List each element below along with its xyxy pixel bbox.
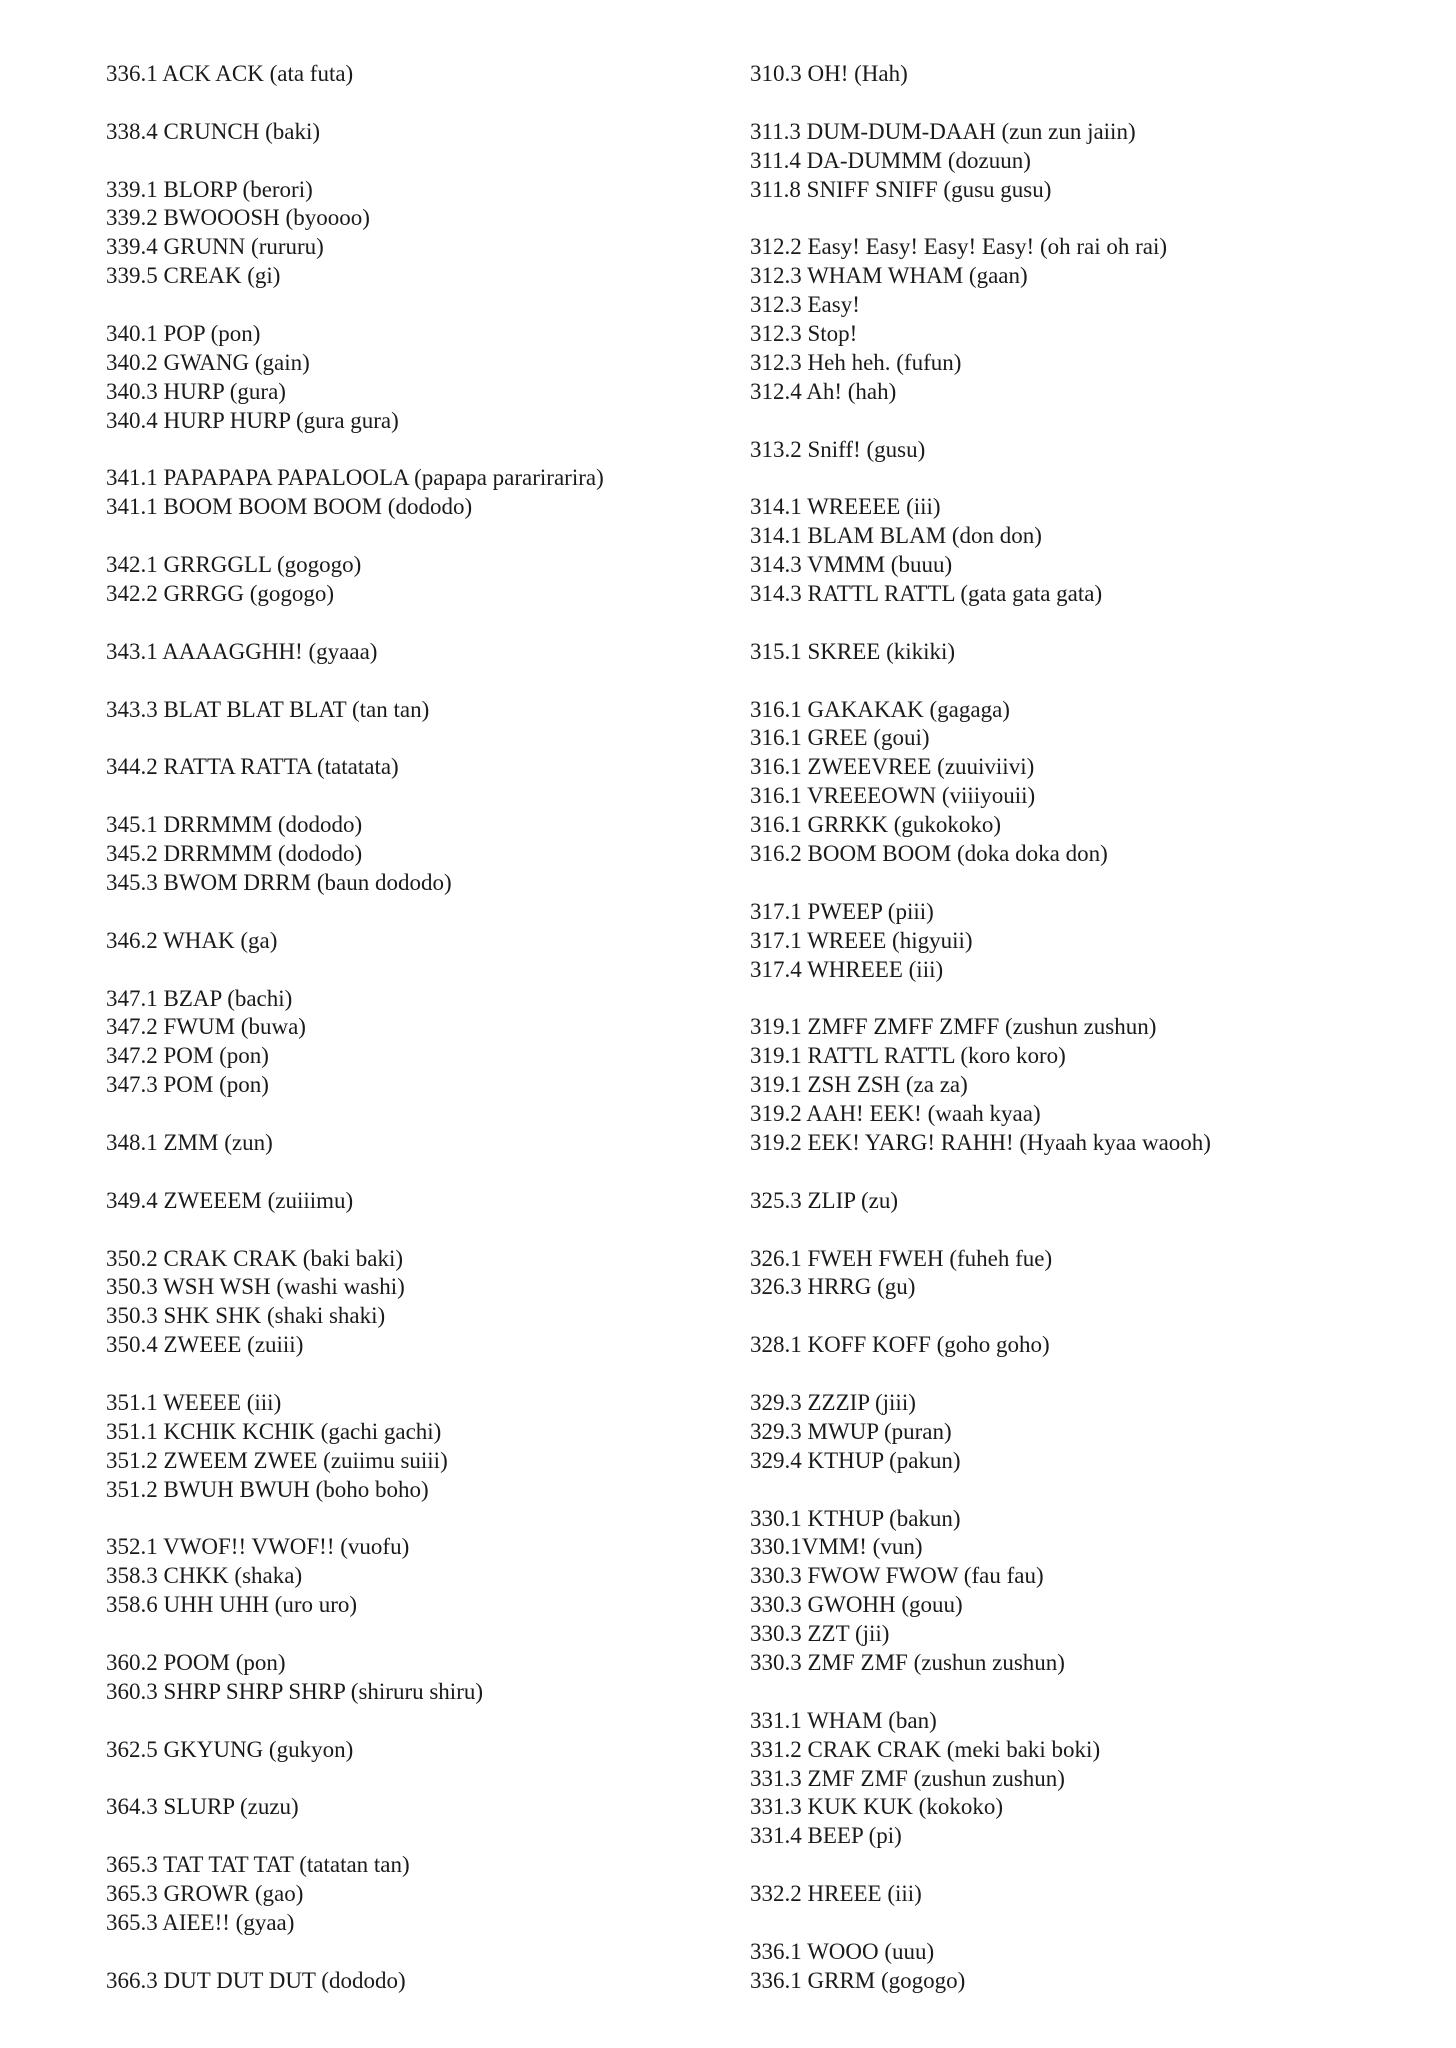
sfx-entry: 315.1 SKREE (kikiki)	[750, 638, 956, 664]
sfx-entry: 331.1 WHAM (ban)	[750, 1707, 937, 1733]
sfx-entry: 365.3 AIEE!! (gyaa)	[106, 1910, 295, 1935]
sfx-entry: 330.3 GWOHH (gouu)	[750, 1592, 963, 1618]
sfx-entry: 314.3 VMMM (buuu)	[750, 552, 953, 578]
sfx-entry: 326.3 HRRG (gu)	[750, 1274, 916, 1300]
entry-group	[106, 464, 746, 522]
sfx-entry: 351.2 BWUH BWUH (boho boho)	[106, 1476, 429, 1502]
sfx-entry: 347.2 POM (pon)	[106, 1043, 269, 1069]
sfx-entry: 312.2 Easy! Easy! Easy! Easy! (oh rai oh rai)	[750, 234, 1168, 260]
sfx-entry: 347.3 POM (pon)	[106, 1072, 269, 1098]
sfx-entry: 341.1 PAPAPAPA PAPALOOLA (papapa pararirarira)	[106, 465, 604, 491]
entry-group	[106, 1187, 746, 1216]
sfx-entry: 350.2 CRAK CRAK (baki baki)	[106, 1245, 404, 1271]
sfx-entry: 339.5 CREAK (gi)	[106, 263, 281, 289]
sfx-entry: 312.4 Ah! (hah)	[750, 378, 897, 404]
sfx-entry: 317.1 WREEE (higyuii)	[750, 927, 973, 953]
entry-group	[106, 1245, 746, 1361]
entry-group	[106, 1649, 746, 1707]
entry-group	[750, 1331, 1390, 1360]
sfx-entry: 319.1 RATTL RATTL (koro koro)	[750, 1043, 1066, 1069]
sfx-entry: 331.2 CRAK CRAK (meki baki boki)	[750, 1736, 1101, 1762]
sfx-entry: 336.1 ACK ACK (ata futa)	[106, 61, 354, 86]
sfx-entry: 341.1 BOOM BOOM BOOM (dododo)	[106, 494, 473, 520]
sfx-entry: 331.3 ZMF ZMF (zushun zushun)	[750, 1765, 1065, 1791]
sfx-entry: 329.3 ZZZIP (jiii)	[750, 1389, 916, 1415]
sfx-entry: 343.1 AAAAGGHH! (gyaaa)	[106, 638, 378, 664]
entry-group	[750, 493, 1390, 609]
entry-group	[750, 1245, 1390, 1303]
sfx-entry: 330.3 ZZT (jii)	[750, 1621, 890, 1647]
sfx-entry: 325.3 ZLIP (zu)	[750, 1187, 898, 1213]
sfx-entry: 360.3 SHRP SHRP SHRP (shiruru shiru)	[106, 1678, 484, 1704]
sfx-entry: 360.2 POOM (pon)	[106, 1649, 286, 1675]
sfx-entry: 336.1 WOOO (uuu)	[750, 1938, 935, 1964]
entry-group	[750, 1707, 1390, 1851]
entry-group	[750, 233, 1390, 406]
entry-group	[750, 118, 1390, 205]
entry-group	[750, 1880, 1390, 1909]
sfx-entry: 342.1 GRRGGLL (gogogo)	[106, 552, 362, 578]
entry-group	[106, 1389, 746, 1505]
sfx-entry: 339.4 GRUNN (rururu)	[106, 234, 324, 260]
entry-group	[106, 1793, 746, 1822]
sfx-entry: 331.4 BEEP (pi)	[750, 1823, 902, 1849]
sfx-entry: 336.1 GRRM (gogogo)	[750, 1967, 966, 1993]
sfx-entry: 311.3 DUM-DUM-DAAH (zun zun jaiin)	[750, 118, 1136, 144]
sfx-entry: 330.1 KTHUP (bakun)	[750, 1505, 961, 1531]
entry-group	[106, 60, 746, 89]
sfx-entry: 351.1 WEEEE (iii)	[106, 1389, 282, 1415]
sfx-entry: 347.2 FWUM (buwa)	[106, 1014, 306, 1040]
right-column	[750, 60, 1390, 2025]
sfx-entry: 345.2 DRRMMM (dododo)	[106, 841, 363, 867]
sfx-entry: 345.3 BWOM DRRM (baun dododo)	[106, 869, 452, 895]
sfx-entry: 314.3 RATTL RATTL (gata gata gata)	[750, 581, 1103, 607]
sfx-entry: 348.1 ZMM (zun)	[106, 1129, 273, 1155]
sfx-entry: 310.3 OH! (Hah)	[750, 61, 908, 86]
sfx-entry: 317.4 WHREEE (iii)	[750, 956, 944, 982]
entry-group	[106, 985, 746, 1101]
sfx-entry: 349.4 ZWEEEM (zuiiimu)	[106, 1187, 354, 1213]
sfx-entry: 319.2 AAH! EEK! (waah kyaa)	[750, 1101, 1041, 1127]
entry-group	[750, 696, 1390, 869]
sfx-entry: 358.6 UHH UHH (uro uro)	[106, 1592, 358, 1618]
entry-group	[750, 1505, 1390, 1678]
sfx-entry: 350.4 ZWEEE (zuiii)	[106, 1332, 304, 1358]
sfx-entry: 316.1 GREE (goui)	[750, 725, 930, 751]
sfx-entry: 316.1 VREEEOWN (viiiyouii)	[750, 783, 1036, 809]
left-column	[106, 60, 746, 2025]
sfx-entry: 340.1 POP (pon)	[106, 321, 261, 347]
sfx-entry: 365.3 GROWR (gao)	[106, 1881, 304, 1907]
sfx-entry: 344.2 RATTA RATTA (tatatata)	[106, 754, 399, 780]
sfx-entry: 314.1 WREEEE (iii)	[750, 494, 941, 520]
sfx-entry: 331.3 KUK KUK (kokoko)	[750, 1794, 1003, 1820]
sfx-entry: 313.2 Sniff! (gusu)	[750, 436, 926, 462]
sfx-entry: 319.1 ZSH ZSH (za za)	[750, 1072, 968, 1098]
entry-group	[106, 1129, 746, 1158]
entry-group	[750, 60, 1390, 89]
sfx-entry: 339.1 BLORP (berori)	[106, 176, 313, 202]
entry-group	[106, 1851, 746, 1938]
sfx-entry: 340.3 HURP (gura)	[106, 378, 286, 404]
sfx-entry: 330.3 FWOW FWOW (fau fau)	[750, 1563, 1044, 1589]
entry-group	[750, 1938, 1390, 1996]
sfx-entry: 312.3 Easy!	[750, 292, 860, 318]
entry-group	[106, 118, 746, 147]
entry-group	[106, 1736, 746, 1765]
sfx-entry: 326.1 FWEH FWEH (fuheh fue)	[750, 1245, 1053, 1271]
sfx-entry: 340.2 GWANG (gain)	[106, 349, 310, 375]
sfx-entry: 319.1 ZMFF ZMFF ZMFF (zushun zushun)	[750, 1014, 1157, 1040]
sfx-entry: 319.2 EEK! YARG! RAHH! (Hyaah kyaa waooh)	[750, 1129, 1211, 1155]
sfx-entry: 316.2 BOOM BOOM (doka doka don)	[750, 841, 1108, 867]
entry-group	[106, 811, 746, 898]
sfx-entry: 350.3 WSH WSH (washi washi)	[106, 1274, 405, 1300]
sfx-entry: 340.4 HURP HURP (gura gura)	[106, 407, 399, 433]
sfx-entry: 345.1 DRRMMM (dododo)	[106, 812, 363, 838]
sfx-entry: 317.1 PWEEP (piii)	[750, 898, 934, 924]
sfx-entry: 330.3 ZMF ZMF (zushun zushun)	[750, 1649, 1065, 1675]
sfx-entry: 312.3 WHAM WHAM (gaan)	[750, 263, 1028, 289]
sfx-entry: 312.3 Heh heh. (fufun)	[750, 349, 962, 375]
sfx-entry: 365.3 TAT TAT TAT (tatatan tan)	[106, 1852, 410, 1878]
entry-group	[750, 898, 1390, 985]
entry-group	[106, 551, 746, 609]
sfx-entry: 328.1 KOFF KOFF (goho goho)	[750, 1332, 1050, 1358]
sfx-entry: 332.2 HREEE (iii)	[750, 1881, 922, 1907]
sfx-entry: 316.1 GAKAKAK (gagaga)	[750, 696, 1010, 722]
entry-group	[750, 436, 1390, 465]
entry-group	[750, 1187, 1390, 1216]
sfx-entry: 329.3 MWUP (puran)	[750, 1418, 952, 1444]
entry-group	[106, 696, 746, 725]
entry-group	[106, 927, 746, 956]
sfx-entry: 358.3 CHKK (shaka)	[106, 1563, 303, 1589]
sfx-entry: 352.1 VWOF!! VWOF!! (vuofu)	[106, 1534, 410, 1560]
sfx-entry: 362.5 GKYUNG (gukyon)	[106, 1736, 354, 1762]
entry-group	[750, 1013, 1390, 1157]
sfx-entry: 366.3 DUT DUT DUT (dododo)	[106, 1967, 406, 1993]
entry-group	[106, 638, 746, 667]
entry-group	[106, 1533, 746, 1620]
sfx-entry: 316.1 ZWEEVREE (zuuiviivi)	[750, 754, 1035, 780]
sfx-entry: 329.4 KTHUP (pakun)	[750, 1447, 961, 1473]
entry-group	[106, 753, 746, 782]
sfx-entry: 343.3 BLAT BLAT BLAT (tan tan)	[106, 696, 430, 722]
sfx-entry: 330.1VMM! (vun)	[750, 1534, 923, 1560]
sfx-entry: 311.8 SNIFF SNIFF (gusu gusu)	[750, 176, 1052, 202]
sfx-entry: 339.2 BWOOOSH (byoooo)	[106, 205, 370, 231]
entry-group	[750, 1389, 1390, 1476]
sfx-entry: 351.1 KCHIK KCHIK (gachi gachi)	[106, 1418, 442, 1444]
entry-group	[106, 176, 746, 292]
entry-group	[106, 1967, 746, 1996]
entry-group	[750, 638, 1390, 667]
sfx-entry: 364.3 SLURP (zuzu)	[106, 1794, 299, 1820]
sfx-entry: 347.1 BZAP (bachi)	[106, 985, 293, 1011]
sfx-entry: 351.2 ZWEEM ZWEE (zuiimu suiii)	[106, 1447, 448, 1473]
sfx-entry: 314.1 BLAM BLAM (don don)	[750, 523, 1042, 549]
sfx-entry: 316.1 GRRKK (gukokoko)	[750, 812, 1002, 838]
entry-group	[106, 320, 746, 436]
sfx-entry: 338.4 CRUNCH (baki)	[106, 118, 321, 144]
sfx-entry: 350.3 SHK SHK (shaki shaki)	[106, 1303, 386, 1329]
sfx-entry: 342.2 GRRGG (gogogo)	[106, 581, 335, 607]
sfx-entry: 311.4 DA-DUMMM (dozuun)	[750, 147, 1031, 173]
sfx-entry: 312.3 Stop!	[750, 321, 858, 347]
sfx-entry: 346.2 WHAK (ga)	[106, 927, 278, 953]
